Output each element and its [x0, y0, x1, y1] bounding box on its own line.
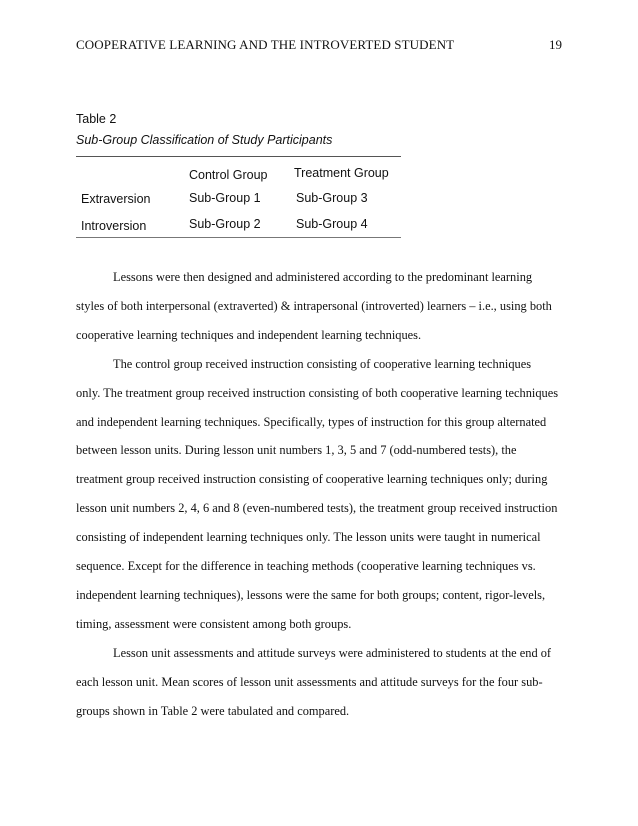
paragraph-line: The control group received instruction consisting of cooperative learning techniques [113, 356, 532, 371]
row-label-extraversion: Extraversion [81, 192, 151, 206]
paragraph-line: styles of both interpersonal (extraverted) & intrapersonal (introverted) learners – i.e., using both [76, 298, 552, 313]
paragraph-line: independent learning techniques), lessons were the same for both groups; content, rigor-levels, [76, 587, 546, 602]
paragraph-line: consisting of independent learning techniques only. The lesson units were taught in numerical [76, 530, 541, 545]
paragraph-line: only. The treatment group received instruction consisting of both cooperative learning techniques [76, 385, 559, 400]
paragraph-line: cooperative learning techniques and independent learning techniques. [76, 327, 422, 342]
table-top-rule [76, 156, 401, 157]
table-caption: Sub-Group Classification of Study Participants [76, 133, 333, 147]
body-text [76, 263, 566, 726]
table-cell: Sub-Group 3 [296, 191, 368, 205]
table-label: Table 2 [76, 112, 117, 126]
table-cell: Sub-Group 4 [296, 217, 368, 231]
paragraph-line: lesson unit numbers 2, 4, 6 and 8 (even-numbered tests), the treatment group received instruction [76, 501, 558, 516]
table-bottom-rule [76, 237, 401, 238]
page-number: 19 [549, 37, 562, 52]
running-head: COOPERATIVE LEARNING AND THE INTROVERTED STUDENT [76, 37, 455, 52]
paragraph-line: timing, assessment were consistent among both groups. [76, 616, 352, 631]
column-header-treatment: Treatment Group [294, 166, 389, 180]
paragraph-line: Lessons were then designed and administered according to the predominant learning [113, 270, 533, 284]
table-cell: Sub-Group 1 [189, 191, 261, 205]
table-cell: Sub-Group 2 [189, 217, 261, 231]
paragraph-line: groups shown in Table 2 were tabulated and compared. [76, 703, 350, 718]
paragraph-line: each lesson unit. Mean scores of lesson unit assessments and attitude surveys for the four sub- [76, 674, 543, 689]
paragraph-line: and independent learning techniques. Specifically, types of instruction for this group alternated [76, 414, 547, 429]
row-label-introversion: Introversion [81, 219, 147, 233]
paragraph-line: treatment group received instruction consisting of cooperative learning techniques only; during [76, 472, 548, 487]
paragraph-line: between lesson units. During lesson unit numbers 1, 3, 5 and 7 (odd-numbered tests), the [76, 443, 517, 458]
paragraph-line: sequence. Except for the difference in teaching methods (cooperative learning techniques vs. [76, 559, 536, 574]
paragraph-line: Lesson unit assessments and attitude surveys were administered to students at the end of [113, 645, 552, 660]
column-header-control: Control Group [189, 168, 268, 182]
